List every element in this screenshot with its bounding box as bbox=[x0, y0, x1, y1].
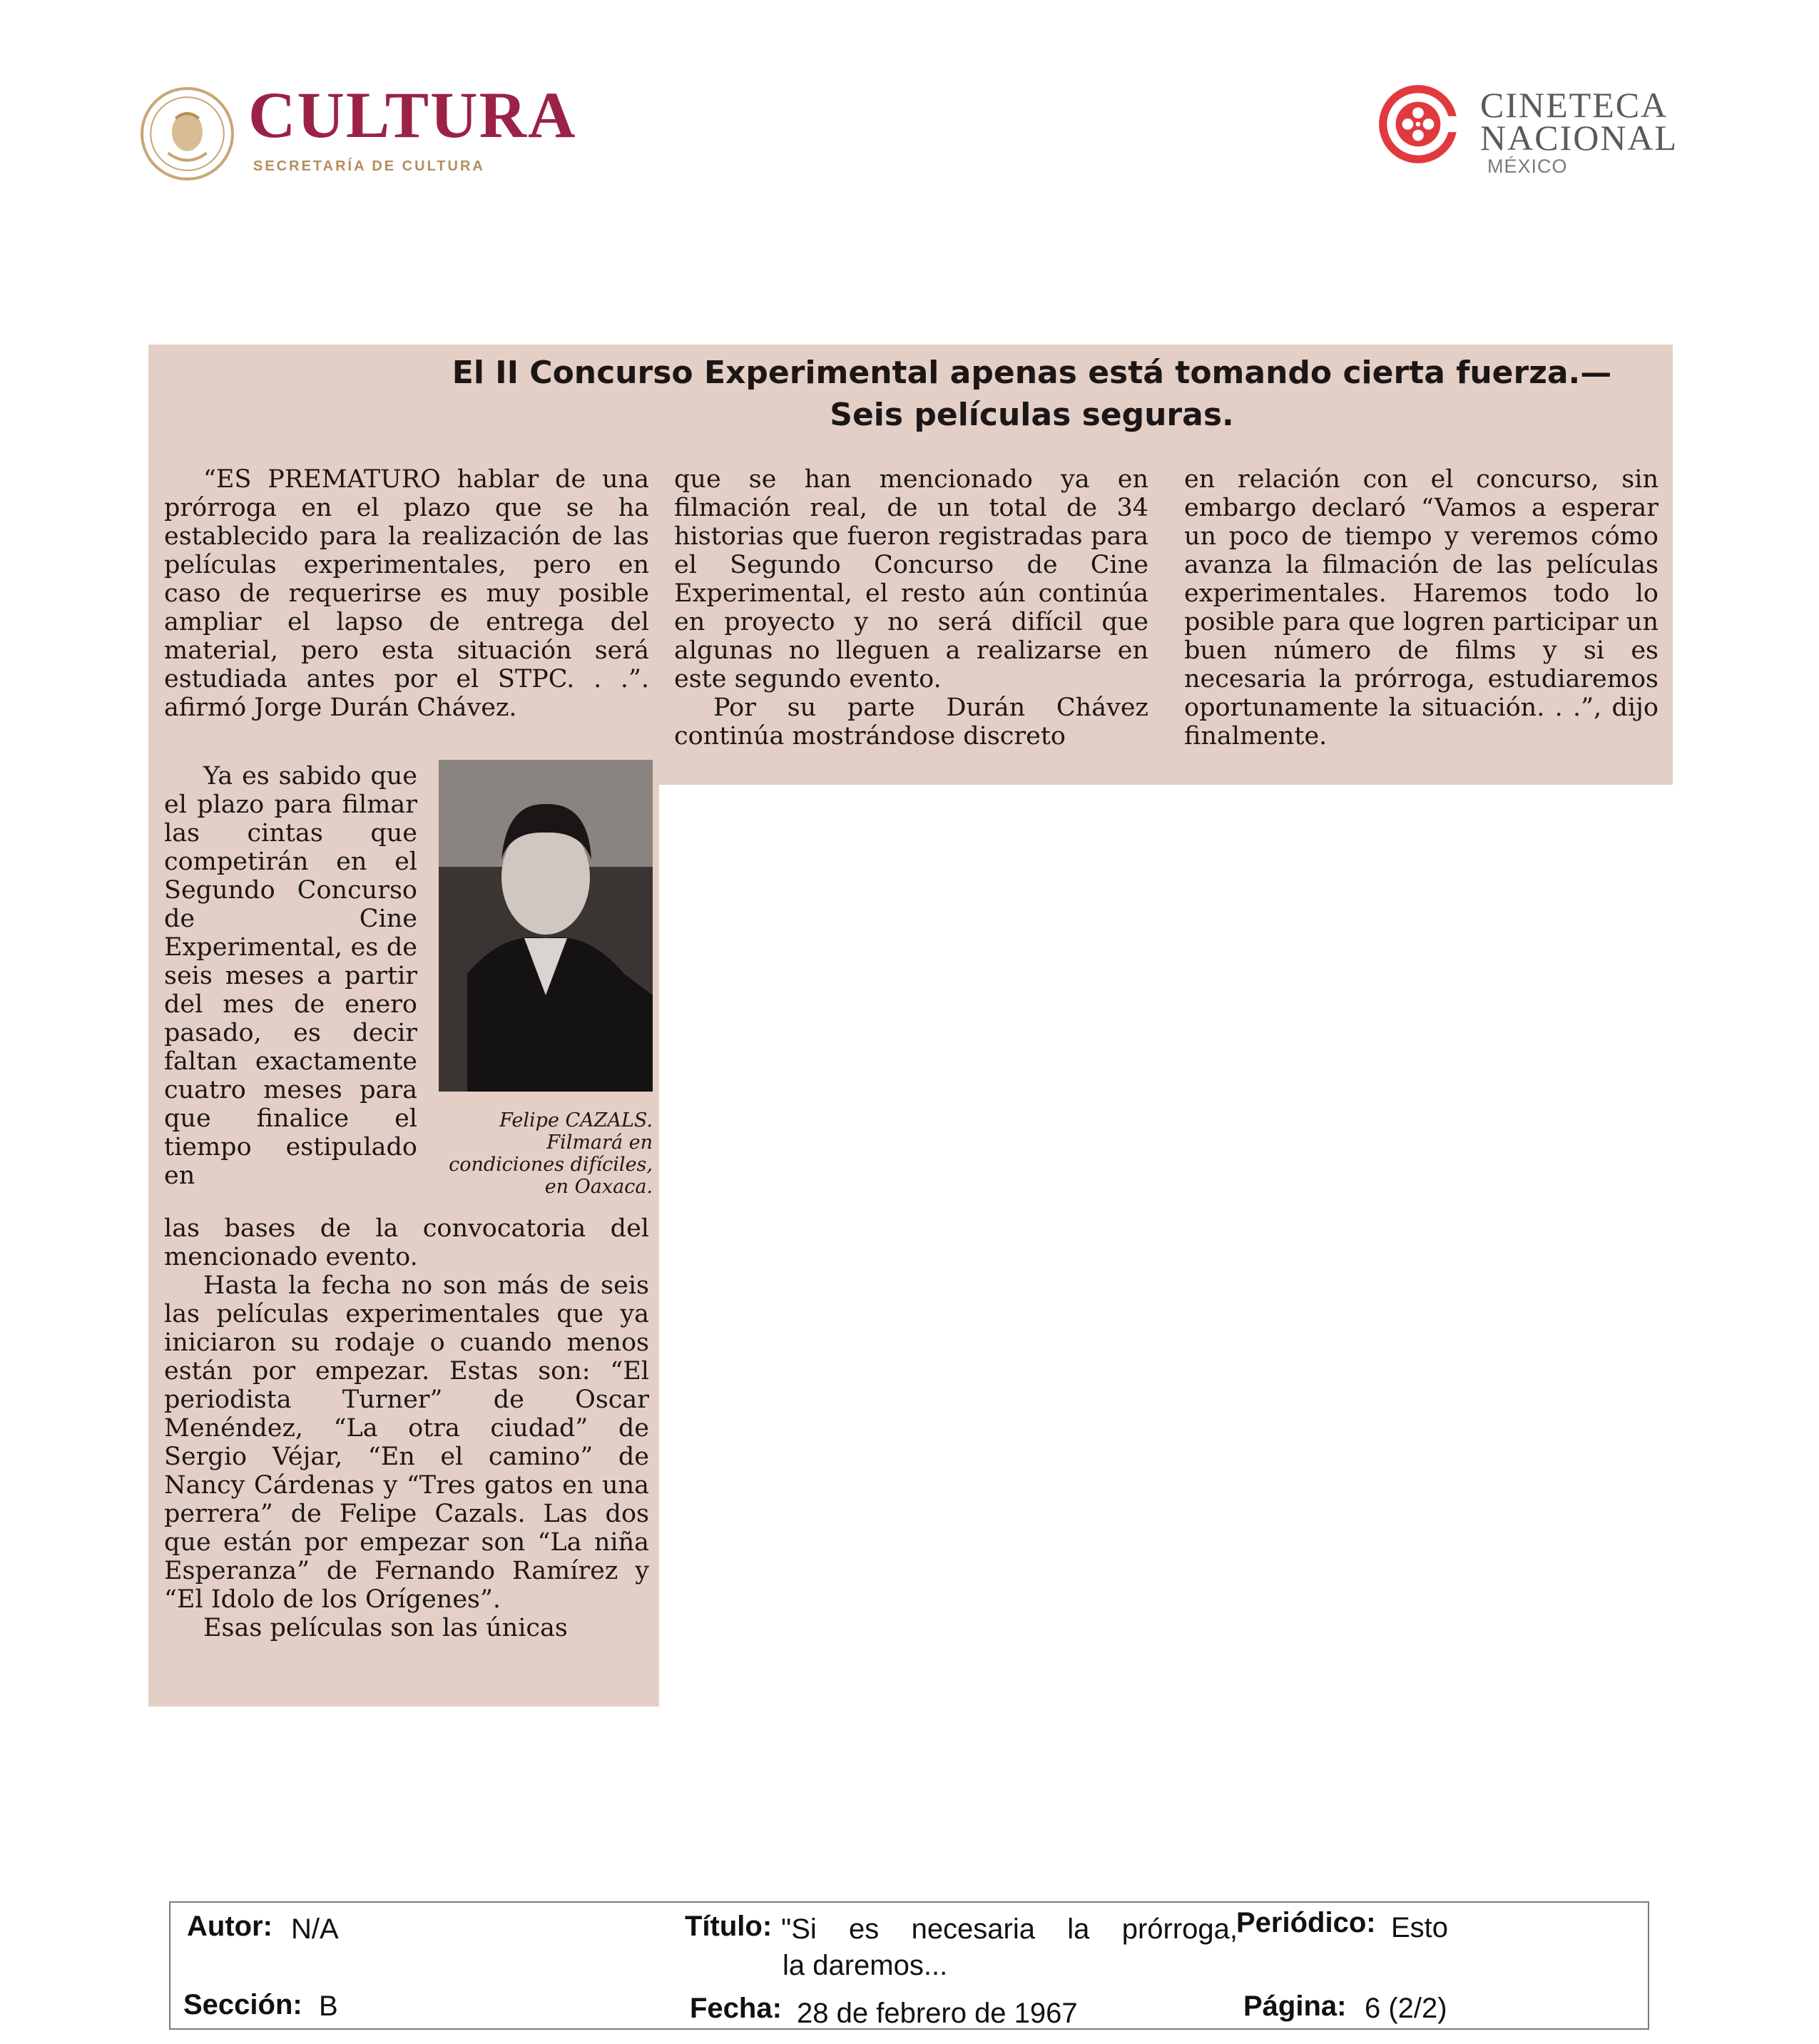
article-paragraph: “ES PREMATURO hablar de una prórroga en el plazo que se ha establecido para la realización de las películas experimentales, pero en caso de requerirse es muy posible ampliar el lapso de entrega del material, pero esta situación será estudiada antes por el STPC. . .”. afirmó Jorge Durán Chávez. bbox=[164, 465, 649, 722]
mexico-seal-logo bbox=[139, 86, 235, 182]
article-column-1-top bbox=[164, 465, 649, 722]
article-paragraph: Ya es sabido que el plazo para filmar las cintas que competirán en el Segundo Concurso de Cine Experimental, es de seis meses a partir del mes de enero pasado, es decir faltan exactamente cuatro meses para que finalice el tiempo estipulado en bbox=[164, 762, 417, 1190]
periodico-label: Periódico: bbox=[1236, 1907, 1376, 1938]
article-column-1-narrow bbox=[164, 762, 417, 1190]
felipe-cazals-photo bbox=[439, 760, 653, 1092]
article-paragraph: Esas películas son las únicas bbox=[203, 1614, 568, 1642]
titulo-value-line1: "Si es necesaria la prórroga, bbox=[781, 1913, 1238, 1945]
fecha-value: 28 de febrero de 1967 bbox=[797, 1998, 1078, 2029]
headline-line1: El II Concurso Experimental apenas está tomando cierta fuerza.— bbox=[452, 355, 1612, 391]
article-column-1-bottom bbox=[164, 1214, 649, 1642]
cultura-subtitle: SECRETARÍA DE CULTURA bbox=[253, 158, 485, 174]
article-column-2 bbox=[674, 465, 1148, 751]
periodico-value: Esto bbox=[1391, 1912, 1449, 1943]
cineteca-reel-logo bbox=[1378, 84, 1458, 164]
pagina-label: Página: bbox=[1243, 1990, 1347, 2022]
article-paragraph: las bases de la convocatoria del mencionado evento. bbox=[164, 1214, 649, 1271]
cineteca-country: MÉXICO bbox=[1487, 156, 1568, 177]
pagina-value: 6 (2/2) bbox=[1365, 1993, 1447, 2024]
titulo-value-line2: la daremos... bbox=[783, 1950, 948, 1981]
article-paragraph: Por su parte Durán Chávez continúa mostrándose discreto bbox=[674, 693, 1148, 751]
autor-value: N/A bbox=[291, 1913, 339, 1945]
seccion-value: B bbox=[319, 1990, 338, 2022]
titulo-label: Título: bbox=[685, 1911, 773, 1942]
article-paragraph: que se han mencionado ya en filmación real, de un total de 34 historias que fueron registradas para el Segundo Concurso de Cine Experimental, el resto aún continúa en proyecto y no será difícil que algunas no lleguen a realizarse en este segundo evento. bbox=[674, 465, 1148, 693]
article-paragraph: Hasta la fecha no son más de seis las películas experimentales que ya iniciaron su rodaje o cuando menos están por empezar. Estas son: “El periodista Turner” de Oscar Menéndez, “La otra ciudad” de Sergio Véjar, “En el camino” de Nancy Cárdenas y “Tres gatos en una perrera” de Felipe Cazals. Las dos que están por empezar son “La niña Esperanza” de Fernando Ramírez y “El Idolo de los Orígenes”. bbox=[164, 1271, 649, 1614]
autor-label: Autor: bbox=[187, 1911, 272, 1942]
seccion-label: Sección: bbox=[183, 1989, 302, 2020]
cineteca-title-line1: CINETECA bbox=[1480, 85, 1668, 125]
article-paragraph: en relación con el concurso, sin embargo declaró “Vamos a esperar un poco de tiempo y veremos cómo avanza la filmación de las películas experimentales. Haremos todo lo posible para que logren participar un buen número de films y si es necesaria la prórroga, estudiaremos oportunamente la situación. . .”, dijo finalmente. bbox=[1184, 465, 1658, 751]
cineteca-title-line2: NACIONAL bbox=[1480, 118, 1678, 158]
headline-line2: Seis películas seguras. bbox=[830, 397, 1234, 433]
cultura-title: CULTURA bbox=[248, 78, 577, 151]
article-column-3 bbox=[1184, 465, 1658, 751]
photo-caption: Felipe CAZALS. Filmará en condiciones difíciles, en Oaxaca. bbox=[449, 1109, 653, 1198]
fecha-label: Fecha: bbox=[690, 1993, 782, 2024]
